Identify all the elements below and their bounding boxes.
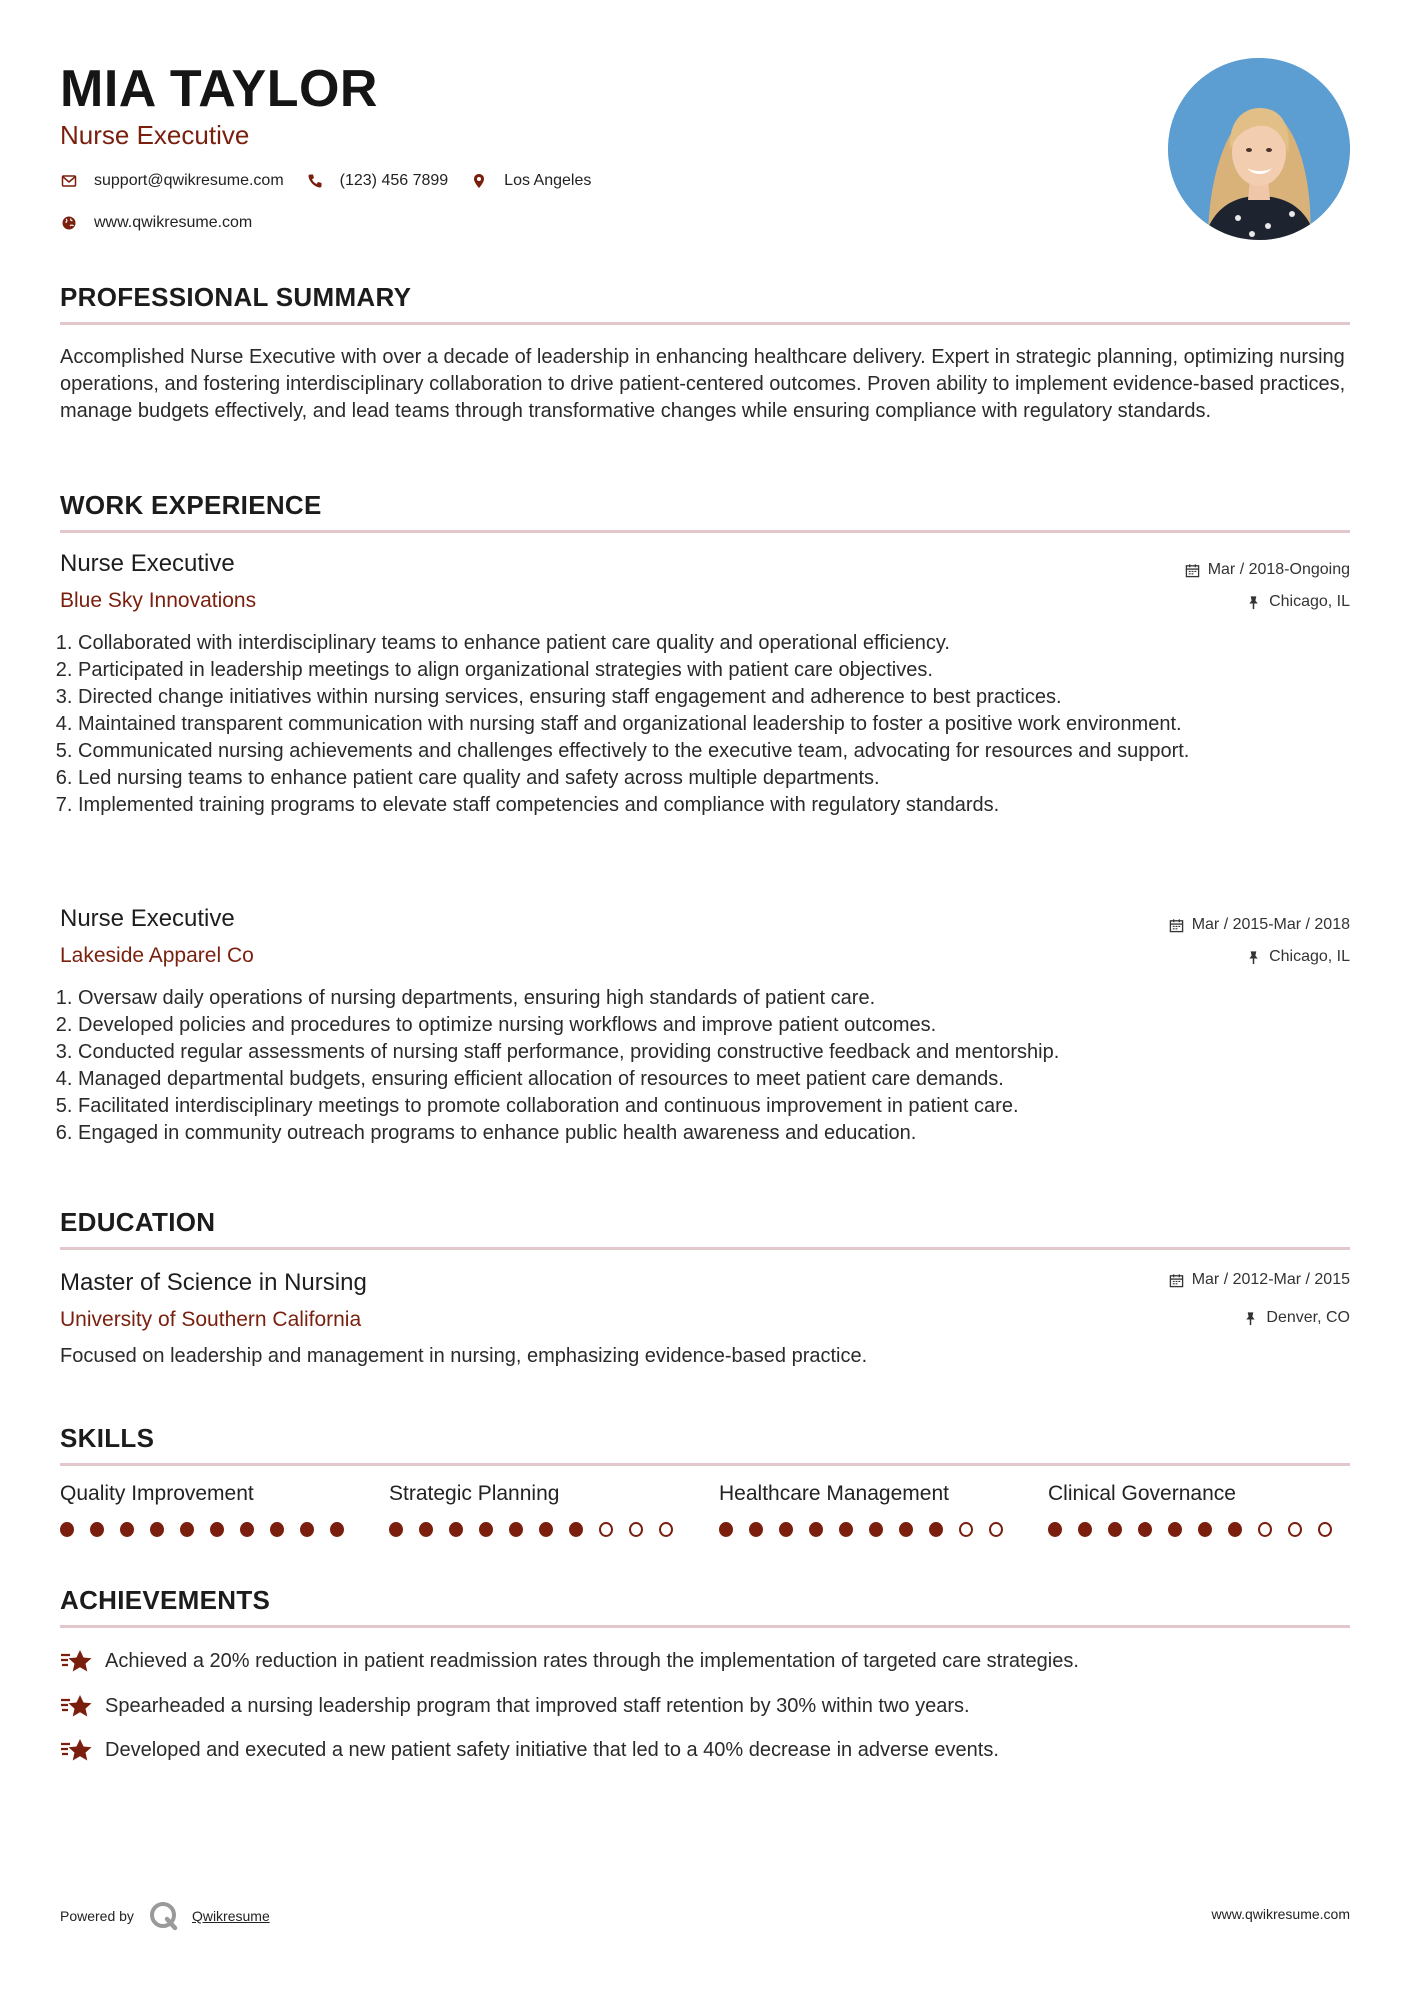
skill-rating <box>60 1522 360 1537</box>
footer-website-link[interactable]: www.qwikresume.com <box>1211 1906 1350 1922</box>
calendar-icon <box>1169 1273 1184 1288</box>
list-item: 2. Participated in leadership meetings to align organizational strategies with patient care objectives. <box>78 657 1358 684</box>
job-location-text: Chicago, IL <box>1269 948 1350 965</box>
list-item: 4. Managed departmental budgets, ensuring efficient allocation of resources to meet patient care demands. <box>78 1066 1358 1093</box>
summary-heading: PROFESSIONAL SUMMARY <box>60 282 412 312</box>
rating-dot-filled <box>1228 1522 1242 1537</box>
list-item: 6. Led nursing teams to enhance patient care quality and safety across multiple departments. <box>78 765 1358 792</box>
job-location <box>1246 591 1350 613</box>
rating-dot-filled <box>929 1522 943 1537</box>
pushpin-icon <box>1246 950 1261 965</box>
rating-dot-filled <box>90 1522 104 1537</box>
rating-dot-filled <box>120 1522 134 1537</box>
rating-dot-filled <box>300 1522 314 1537</box>
education-description: Focused on leadership and management in nursing, emphasizing evidence-based practice. <box>60 1345 868 1367</box>
rating-dot-filled <box>180 1522 194 1537</box>
summary-text: Accomplished Nurse Executive with over a decade of leadership in enhancing healthcare delivery. Expert in strategic planning, optimizing nursing operations, and fostering interdisciplinary collaboration to drive patient-centered outcomes. Proven ability to implement evidence-based practices, manage budgets effectively, and lead teams through transformative changes while ensuring compliance with regulatory standards. <box>60 346 1346 422</box>
rating-dot-empty <box>629 1522 643 1537</box>
list-item: 3. Directed change initiatives within nursing services, ensuring staff engagement and adherence to best practices. <box>78 684 1358 711</box>
education-dates-text: Mar / 2012-Mar / 2015 <box>1191 1271 1350 1288</box>
achievement-text: Spearheaded a nursing leadership program that improved staff retention by 30% within two years. <box>105 1694 970 1717</box>
rating-dot-filled <box>389 1522 403 1537</box>
rating-dot-filled <box>1048 1522 1062 1537</box>
contact-row <box>60 172 613 190</box>
profile-photo <box>1168 58 1350 240</box>
job-title: Nurse Executive <box>60 550 235 577</box>
job-responsibilities <box>60 985 1358 1147</box>
rating-dot-filled <box>150 1522 164 1537</box>
phone-icon <box>306 172 324 190</box>
education-location-text: Denver, CO <box>1266 1309 1350 1326</box>
list-item: 5. Communicated nursing achievements and challenges effectively to the executive team, advocating for resources and support. <box>78 738 1358 765</box>
contact-row-website <box>60 214 274 232</box>
experience-heading: WORK EXPERIENCE <box>60 490 322 520</box>
list-item: 3. Conducted regular assessments of nursing staff performance, providing constructive feedback and mentorship. <box>78 1039 1358 1066</box>
rating-dot-filled <box>419 1522 433 1537</box>
footer-brand-link[interactable]: Qwikresume <box>191 1908 270 1924</box>
rating-dot-filled <box>869 1522 883 1537</box>
rating-dot-filled <box>809 1522 823 1537</box>
powered-by-label: Powered by <box>60 1908 134 1924</box>
achievement-text: Achieved a 20% reduction in patient readmission rates through the implementation of targeted care strategies. <box>105 1649 1079 1672</box>
calendar-icon <box>1185 563 1200 578</box>
pushpin-icon <box>1246 595 1261 610</box>
rating-dot-filled <box>779 1522 793 1537</box>
email-text: support@qwikresume.com <box>94 172 284 189</box>
contact-email[interactable] <box>60 172 284 190</box>
rating-dot-filled <box>270 1522 284 1537</box>
rating-dot-filled <box>569 1522 583 1537</box>
list-item: 6. Engaged in community outreach programs to enhance public health awareness and education. <box>78 1120 1358 1147</box>
job-dates <box>1185 559 1350 581</box>
skill-item <box>60 1480 360 1537</box>
candidate-name: MIA TAYLOR <box>60 60 378 118</box>
rating-dot-filled <box>539 1522 553 1537</box>
globe-icon <box>60 214 78 232</box>
job-dates <box>1169 914 1350 936</box>
rating-dot-filled <box>839 1522 853 1537</box>
rating-dot-filled <box>1198 1522 1212 1537</box>
education-heading: EDUCATION <box>60 1207 216 1237</box>
rating-dot-filled <box>1078 1522 1092 1537</box>
list-item: 2. Developed policies and procedures to optimize nursing workflows and improve patient outcomes. <box>78 1012 1358 1039</box>
rating-dot-filled <box>1138 1522 1152 1537</box>
rating-dot-filled <box>449 1522 463 1537</box>
skill-item <box>719 1480 1019 1537</box>
achievement-text: Developed and executed a new patient safety initiative that led to a 40% decrease in adverse events. <box>105 1738 999 1761</box>
list-item: 1. Collaborated with interdisciplinary teams to enhance patient care quality and operational efficiency. <box>78 630 1358 657</box>
achievement-item <box>60 1691 970 1721</box>
rating-dot-empty <box>599 1522 613 1537</box>
rating-dot-filled <box>719 1522 733 1537</box>
rating-dot-filled <box>479 1522 493 1537</box>
rating-dot-filled <box>240 1522 254 1537</box>
phone-text: (123) 456 7899 <box>339 172 449 189</box>
job-dates-text: Mar / 2015-Mar / 2018 <box>1191 916 1350 933</box>
skill-item <box>389 1480 689 1537</box>
skill-item <box>1048 1480 1348 1537</box>
section-divider <box>60 1247 1350 1250</box>
education-dates <box>1169 1269 1350 1291</box>
skill-rating <box>719 1522 1019 1537</box>
rating-dot-empty <box>1288 1522 1302 1537</box>
contact-location <box>470 172 591 190</box>
avatar <box>1168 58 1350 240</box>
education-location <box>1243 1307 1350 1329</box>
job-company: Blue Sky Innovations <box>60 589 257 612</box>
contact-website[interactable] <box>60 214 252 232</box>
skill-rating <box>389 1522 689 1537</box>
rating-dot-empty <box>659 1522 673 1537</box>
achievement-item <box>60 1646 1079 1676</box>
footer-powered-by <box>60 1900 270 1932</box>
skills-heading: SKILLS <box>60 1423 155 1453</box>
rating-dot-empty <box>989 1522 1003 1537</box>
list-item: 5. Facilitated interdisciplinary meetings to promote collaboration and continuous improvement in patient care. <box>78 1093 1358 1120</box>
education-school: University of Southern California <box>60 1308 362 1331</box>
calendar-icon <box>1169 918 1184 933</box>
website-text: www.qwikresume.com <box>94 214 253 231</box>
rating-dot-filled <box>330 1522 344 1537</box>
rating-dot-filled <box>899 1522 913 1537</box>
rating-dot-empty <box>1318 1522 1332 1537</box>
job-responsibilities <box>60 630 1358 819</box>
list-item: 7. Implemented training programs to elevate staff competencies and compliance with regulatory standards. <box>78 792 1358 819</box>
job-location <box>1246 946 1350 968</box>
contact-phone[interactable] <box>306 172 449 190</box>
section-divider <box>60 1463 1350 1466</box>
list-item: 1. Oversaw daily operations of nursing departments, ensuring high standards of patient care. <box>78 985 1358 1012</box>
achievement-item <box>60 1735 999 1765</box>
education-degree: Master of Science in Nursing <box>60 1269 367 1296</box>
section-divider <box>60 1625 1350 1628</box>
skill-name: Strategic Planning <box>389 1482 560 1505</box>
rating-dot-empty <box>1258 1522 1272 1537</box>
rating-dot-filled <box>1168 1522 1182 1537</box>
star-icon <box>60 1691 94 1721</box>
job-company: Lakeside Apparel Co <box>60 944 254 967</box>
job-location-text: Chicago, IL <box>1269 593 1350 610</box>
star-icon <box>60 1735 94 1765</box>
map-pin-icon <box>470 172 488 190</box>
rating-dot-empty <box>959 1522 973 1537</box>
section-divider <box>60 530 1350 533</box>
rating-dot-filled <box>210 1522 224 1537</box>
rating-dot-filled <box>509 1522 523 1537</box>
candidate-title: Nurse Executive <box>60 120 250 150</box>
qwikresume-logo-icon <box>148 1900 180 1932</box>
job-title: Nurse Executive <box>60 905 235 932</box>
star-icon <box>60 1646 94 1676</box>
list-item: 4. Maintained transparent communication with nursing staff and organizational leadership to foster a positive work environment. <box>78 711 1358 738</box>
pushpin-icon <box>1243 1311 1258 1326</box>
envelope-icon <box>60 172 78 190</box>
skill-name: Healthcare Management <box>719 1482 949 1505</box>
job-dates-text: Mar / 2018-Ongoing <box>1207 561 1350 578</box>
location-text: Los Angeles <box>504 172 592 189</box>
skill-name: Clinical Governance <box>1048 1482 1236 1505</box>
achievements-heading: ACHIEVEMENTS <box>60 1585 271 1615</box>
section-divider <box>60 322 1350 325</box>
rating-dot-filled <box>60 1522 74 1537</box>
skill-rating <box>1048 1522 1348 1537</box>
skill-name: Quality Improvement <box>60 1482 254 1505</box>
rating-dot-filled <box>749 1522 763 1537</box>
rating-dot-filled <box>1108 1522 1122 1537</box>
